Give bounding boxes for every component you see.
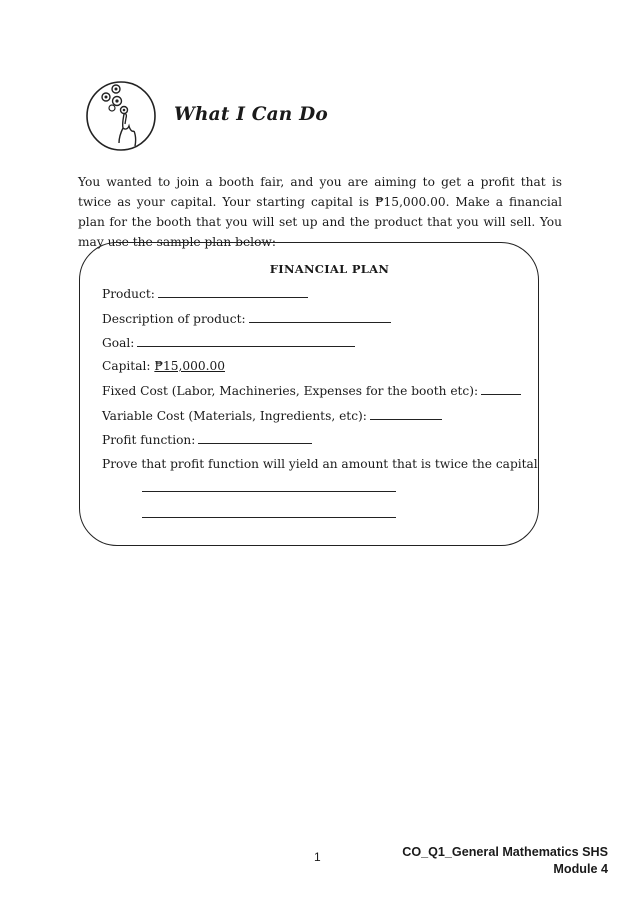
product-line xyxy=(102,286,308,301)
financial-plan-title: FINANCIAL PLAN xyxy=(269,262,390,276)
goal-label: Goal: xyxy=(102,336,135,350)
answer-line-1[interactable] xyxy=(142,491,396,492)
instructions-paragraph: You wanted to join a booth fair, and you are aiming to get a profit that is twice as your capital. Your starting capital is ₱15,000.00. Make a financial plan for the booth that you will set up and the product that you will sell. You may use the sample plan below: xyxy=(78,175,562,249)
prove-text: Prove that profit function will yield an amount that is twice the capital xyxy=(102,457,538,471)
description-line xyxy=(102,311,391,326)
fixed-cost-blank[interactable] xyxy=(481,383,521,395)
fixed-cost-line xyxy=(102,383,521,398)
variable-cost-line xyxy=(102,408,442,423)
goal-line xyxy=(102,335,355,350)
section-title: What I Can Do xyxy=(174,104,328,125)
gears-hand-icon xyxy=(86,80,156,152)
page-number: 1 xyxy=(314,850,321,864)
module-label: Module 4 xyxy=(553,862,608,876)
capital-label: Capital: xyxy=(102,359,151,373)
variable-cost-blank[interactable] xyxy=(370,408,442,420)
capital-line xyxy=(102,359,225,373)
profit-function-blank[interactable] xyxy=(198,432,312,444)
profit-function-label: Profit function: xyxy=(102,433,196,447)
product-blank[interactable] xyxy=(158,286,308,298)
answer-line-2[interactable] xyxy=(142,517,396,518)
fixed-cost-label: Fixed Cost (Labor, Machineries, Expenses for the booth etc): xyxy=(102,384,479,398)
profit-function-line xyxy=(102,432,312,447)
footer-course-info xyxy=(402,844,608,878)
description-label: Description of product: xyxy=(102,312,246,326)
course-code: CO_Q1_General Mathematics SHS xyxy=(402,845,608,859)
variable-cost-label: Variable Cost (Materials, Ingredients, etc): xyxy=(102,409,367,423)
goal-blank[interactable] xyxy=(137,335,355,347)
capital-value: ₱15,000.00 xyxy=(154,359,225,373)
description-blank[interactable] xyxy=(249,311,391,323)
product-label: Product: xyxy=(102,287,155,301)
